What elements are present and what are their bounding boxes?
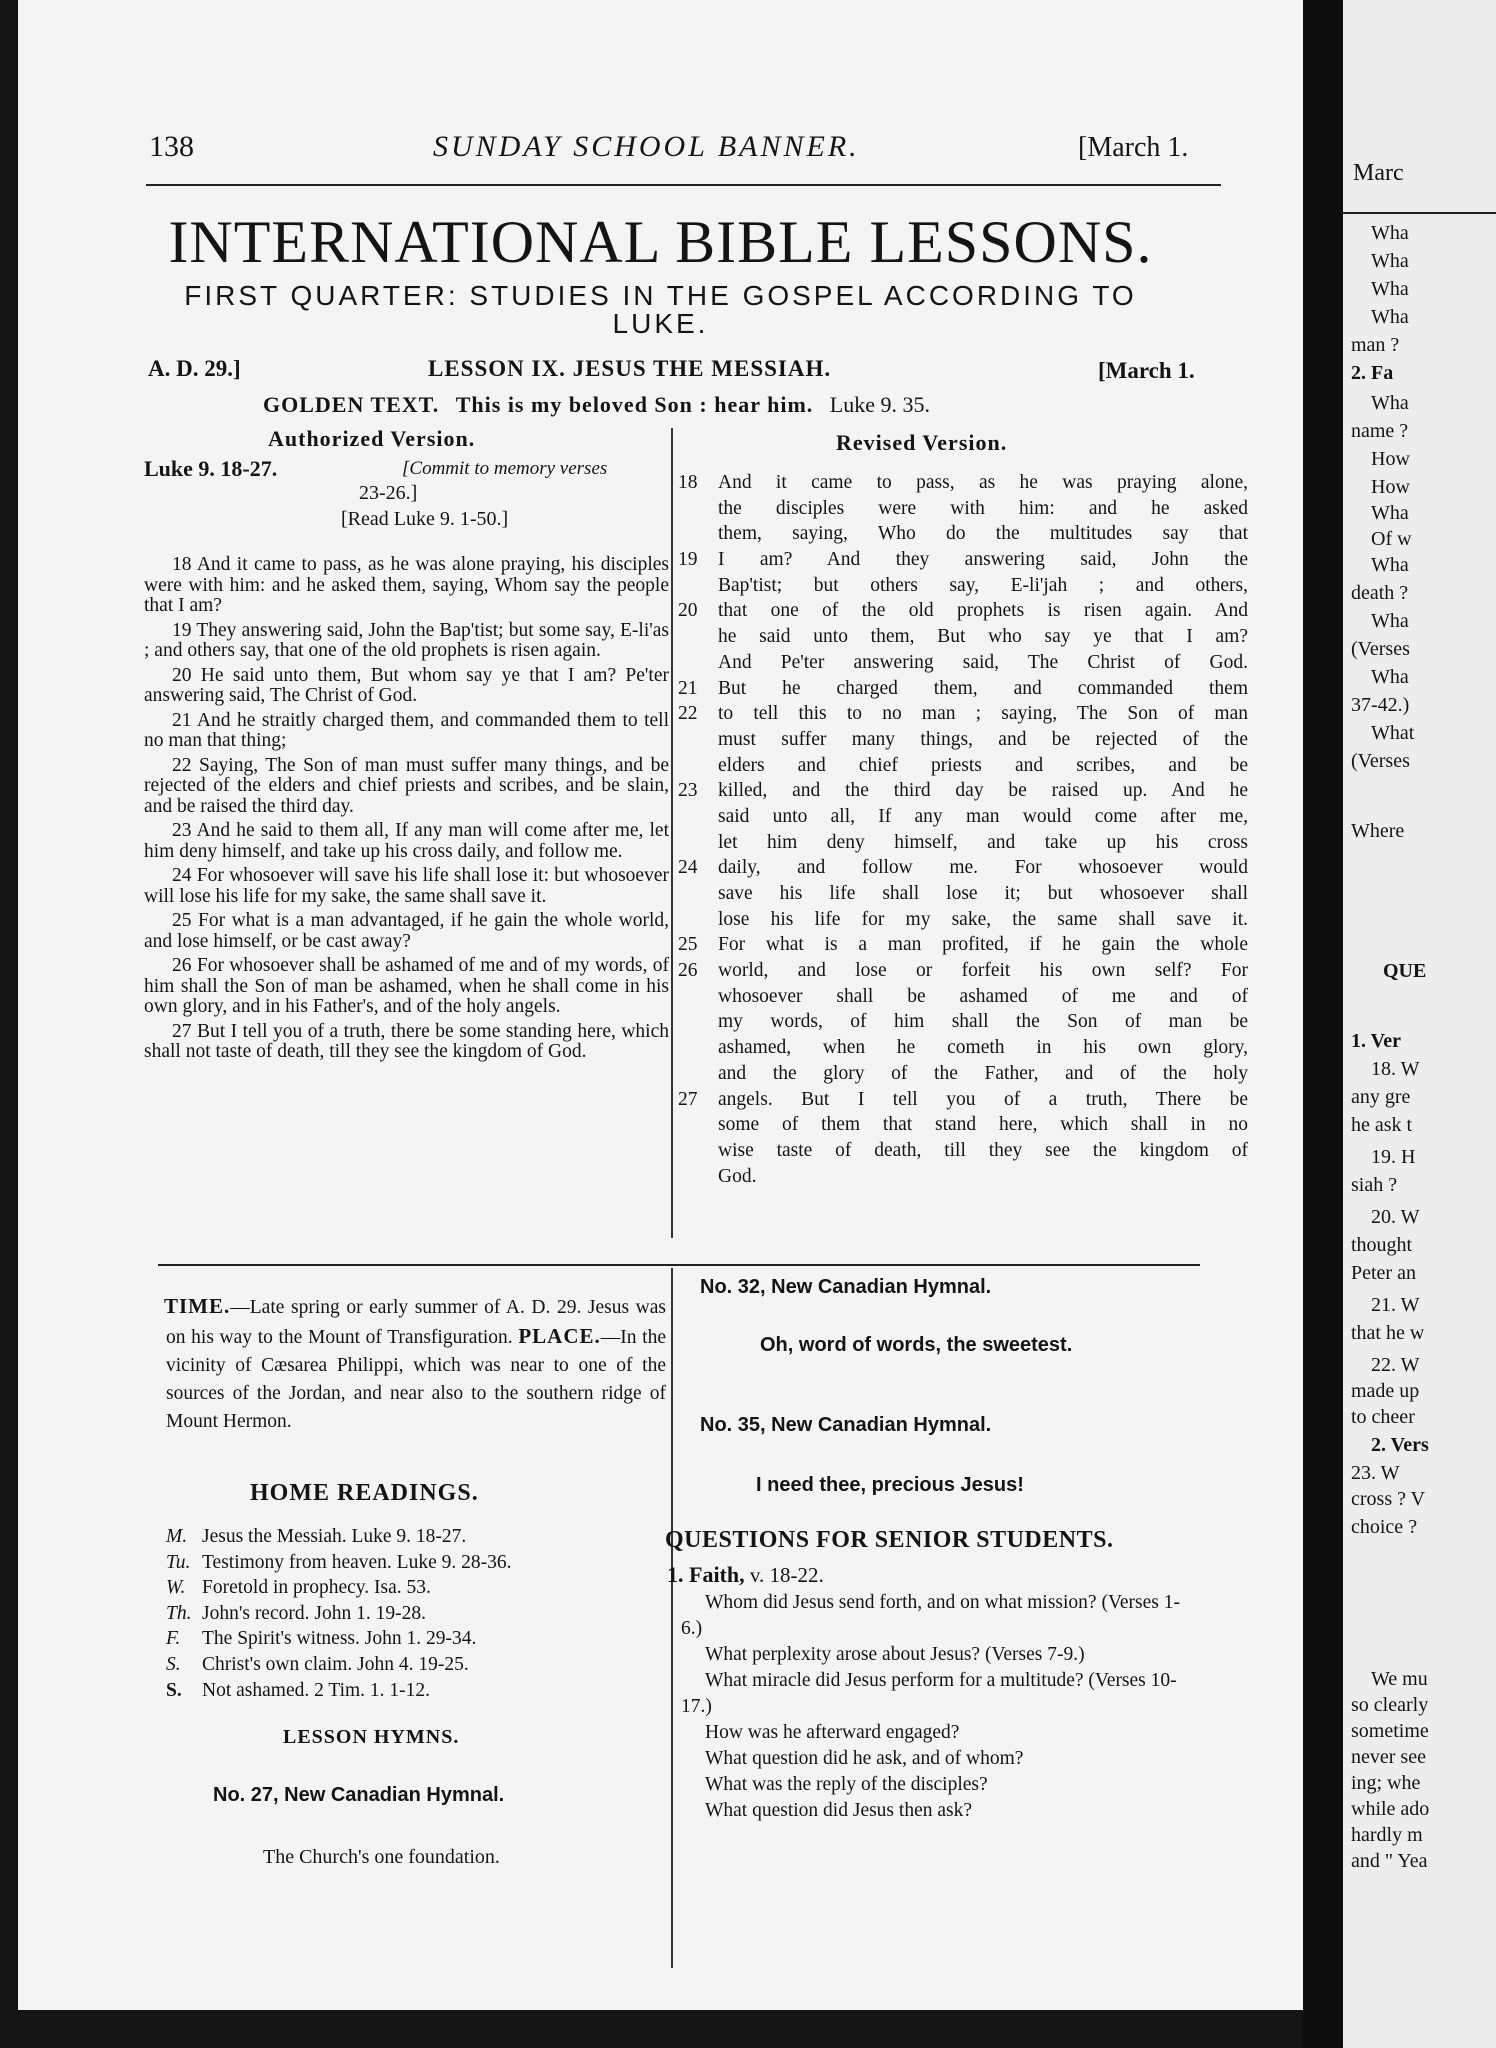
facing-page-line: Wha: [1371, 250, 1409, 272]
verse-number: 23: [678, 780, 698, 802]
hymn-title: The Church's one foundation.: [263, 1846, 500, 1868]
revised-line: [678, 1009, 1248, 1035]
reading-day: M.: [166, 1526, 188, 1547]
revised-line-text: wise taste of death, till they see the kingdom of: [718, 1139, 1248, 1161]
revised-line-text: and the glory of the Father, and of the holy: [718, 1062, 1248, 1084]
verse-number: [678, 1138, 718, 1164]
facing-page-line: How: [1371, 448, 1410, 470]
commit-note-verses: 23-26.]: [359, 482, 418, 504]
read-note: [Read Luke 9. 1-50.]: [341, 508, 509, 530]
facing-page-line: thought: [1351, 1234, 1413, 1256]
revised-line-text: For what is a man profited, if he gain the whole: [718, 934, 1248, 956]
revised-line-text: And Pe'ter answering said, The Christ of God.: [718, 651, 1248, 673]
revised-line: [678, 676, 1248, 702]
question-item: What question did he ask, and of whom?: [705, 1748, 1024, 1769]
verse-number: [678, 496, 718, 522]
facing-page-line: 2. Fa: [1351, 362, 1394, 384]
question-item: What perplexity arose about Jesus? (Verses 7-9.): [705, 1644, 1085, 1665]
reading-day: F.: [166, 1628, 181, 1650]
revised-line-text: let him deny himself, and take up his cross: [718, 831, 1248, 853]
facing-page-line: 20. W: [1371, 1206, 1420, 1228]
facing-page-line: Wha: [1371, 610, 1409, 632]
reading-day: W.: [166, 1577, 186, 1599]
hymn-title: Oh, word of words, the sweetest.: [760, 1334, 1073, 1356]
revised-verses: [678, 470, 1248, 1189]
question-section-ref: v. 18-22.: [749, 1563, 824, 1587]
verse: 20 He said unto them, But whom say ye that I am? Pe'ter answering said, The Christ of God.: [144, 664, 669, 706]
page-number: 138: [149, 130, 194, 163]
facing-page-line: that he w: [1351, 1322, 1425, 1344]
verse-number: 20: [678, 600, 698, 622]
facing-page-line: (Verses: [1351, 750, 1410, 772]
facing-page-line: Wha: [1371, 306, 1409, 328]
home-reading-item: [166, 1626, 646, 1652]
revised-line: [678, 1061, 1248, 1087]
revised-line-text: world, and lose or forfeit his own self? For: [718, 960, 1248, 982]
revised-line: [678, 778, 1248, 804]
verse: 27 But I tell you of a truth, there be some standing here, which shall not taste of death, till they see the kingdom of God.: [144, 1020, 669, 1062]
facing-page-line: What: [1371, 722, 1415, 744]
verse-number: 24: [678, 857, 698, 879]
revised-line: [678, 1035, 1248, 1061]
book-page: [18, 0, 1303, 2010]
section-rule: [158, 1264, 1200, 1266]
golden-text-label: GOLDEN TEXT.: [263, 392, 440, 417]
revised-line-text: said unto all, If any man would come after me,: [718, 805, 1248, 827]
home-reading-item: [166, 1601, 646, 1627]
golden-text-ref: Luke 9. 35.: [829, 392, 930, 417]
golden-text: [263, 392, 930, 418]
question-section: [667, 1562, 824, 1588]
facing-page-line: Wha: [1371, 278, 1409, 300]
home-reading-item: [166, 1550, 646, 1576]
revised-line-text: And it came to pass, as he was praying alone,: [718, 472, 1248, 493]
revised-line: [678, 881, 1248, 907]
facing-page-line: 21. W: [1371, 1294, 1420, 1316]
facing-page-line: (Verses: [1351, 638, 1410, 660]
reading-text: John's record. John 1. 19-28.: [202, 1602, 426, 1624]
facing-page-line: while ado: [1351, 1798, 1430, 1820]
revised-line: [678, 701, 1248, 727]
revised-line-text: But he charged them, and commanded them: [718, 677, 1248, 699]
verse: 23 And he said to them all, If any man will come after me, let him deny himself, and take up his cross daily, and follow me.: [144, 820, 669, 862]
verse-number: [678, 1164, 718, 1190]
facing-page-line: We mu: [1371, 1668, 1428, 1690]
place-text: —In the vicinity of Cæsarea Philippi, which was near to one of the sources of the Jordan, and near also to the southern ridge of Mount Hermon.: [166, 1327, 666, 1432]
verse: 21 And he straitly charged them, and commanded them to tell no man that thing;: [144, 709, 669, 751]
question-section-title: 1. Faith,: [667, 1562, 745, 1587]
revised-line: [678, 855, 1248, 881]
question-item: How was he afterward engaged?: [705, 1722, 960, 1743]
verse-number: 18: [678, 472, 698, 493]
facing-page-line: name ?: [1351, 420, 1409, 442]
verse-number: 22: [678, 703, 698, 725]
verse: 26 For whosoever shall be ashamed of me and of my words, of him shall the Son of man be ashamed, when he shall come in his own glory, and in his Father's, and of the holy angels.: [144, 955, 669, 1017]
verse-number: [678, 650, 718, 676]
revised-heading: Revised Version.: [836, 430, 1008, 455]
place-label: PLACE.: [518, 1324, 601, 1348]
revised-line-text: ashamed, when he cometh in his own glory,: [718, 1037, 1248, 1059]
verse-number: 25: [678, 934, 698, 956]
facing-page-line: so clearly: [1351, 1694, 1429, 1716]
verse-number: [678, 907, 718, 933]
verse-number: [678, 1112, 718, 1138]
revised-line-text: Bap'tist; but others say, E-li'jah ; and others,: [718, 574, 1248, 596]
facing-page-line: How: [1371, 476, 1410, 498]
verse: 24 For whosoever will save his life shall lose it: but whosoever will lose his life for my sake, the same shall save it.: [144, 865, 669, 907]
facing-page-line: 19. H: [1371, 1146, 1416, 1168]
facing-page-line: Wha: [1371, 222, 1409, 244]
lesson-date: [March 1.: [1098, 358, 1195, 383]
facing-page-rule: [1343, 212, 1496, 214]
subtitle-line-2: LUKE.: [612, 308, 709, 339]
home-readings-heading: HOME READINGS.: [250, 1480, 479, 1506]
revised-line-text: angels. But I tell you of a truth, There be: [718, 1088, 1248, 1110]
questions-heading: QUESTIONS FOR SENIOR STUDENTS.: [665, 1527, 1114, 1553]
revised-line: [678, 753, 1248, 779]
reading-text: Foretold in prophecy. Isa. 53.: [202, 1577, 431, 1599]
home-readings-list: [166, 1524, 646, 1703]
commit-note: [Commit to memory verses: [402, 458, 608, 479]
header-rule: [146, 184, 1221, 186]
verse-number: 27: [678, 1088, 698, 1110]
home-reading-item: [166, 1524, 646, 1550]
revised-line: [678, 598, 1248, 624]
column-divider: [671, 1268, 673, 1968]
revised-line-text: save his life shall lose it; but whosoever shall: [718, 883, 1248, 904]
verse-number: [678, 624, 718, 650]
facing-page-line: never see: [1351, 1746, 1426, 1768]
verse-number: 26: [678, 960, 698, 982]
column-divider: [671, 428, 673, 1238]
time-text: —Late spring or early summer of A. D. 29. Jesus was on his way to the Mount of Transfiguration.: [166, 1297, 666, 1348]
revised-line: [678, 650, 1248, 676]
revised-line: [678, 1164, 1248, 1190]
verse-number: [678, 984, 718, 1010]
revised-line-text: daily, and follow me. For whosoever would: [718, 857, 1248, 879]
lesson-title: LESSON IX. JESUS THE MESSIAH.: [428, 356, 832, 381]
facing-page-line: he ask t: [1351, 1114, 1413, 1136]
reading-text: Not ashamed. 2 Tim. 1. 1-12.: [202, 1679, 431, 1701]
verse-number: [678, 1035, 718, 1061]
facing-page-line: Wha: [1371, 554, 1409, 576]
home-reading-item: [166, 1575, 646, 1601]
verse: 19 They answering said, John the Bap'tist; but some say, E-li'as ; and others say, that one of the old prophets is risen again.: [144, 619, 669, 661]
facing-page-header: Marc: [1353, 160, 1404, 186]
revised-line: [678, 830, 1248, 856]
facing-page-line: to cheer: [1351, 1406, 1415, 1428]
revised-line: [678, 624, 1248, 650]
revised-line: [678, 727, 1248, 753]
facing-page-line: 18. W: [1371, 1058, 1420, 1080]
reading-day: Th.: [166, 1602, 192, 1624]
revised-line-text: lose his life for my sake, the same shall save it.: [718, 908, 1248, 930]
revised-line-text: whosoever shall be ashamed of me and of: [718, 985, 1248, 1007]
revised-line: [678, 984, 1248, 1010]
lesson-year: A. D. 29.]: [148, 356, 241, 381]
revised-line: [678, 573, 1248, 599]
facing-page: [1343, 0, 1496, 2048]
facing-page-line: 22. W: [1371, 1354, 1420, 1376]
reading-day: Tu.: [166, 1551, 191, 1573]
verse-number: [678, 727, 718, 753]
facing-page-line: hardly m: [1351, 1824, 1423, 1846]
facing-page-line: Wha: [1371, 392, 1409, 414]
reading-text: The Spirit's witness. John 1. 29-34.: [202, 1628, 477, 1650]
revised-line: [678, 907, 1248, 933]
facing-page-line: 23. W: [1351, 1462, 1400, 1484]
home-reading-item: [166, 1678, 646, 1704]
facing-page-line: Of w: [1371, 528, 1412, 550]
revised-line-text: he said unto them, But who say ye that I am?: [718, 626, 1248, 648]
revised-line-text: killed, and the third day be raised up. And he: [718, 780, 1248, 802]
revised-line-text: to tell this to no man ; saying, The Son of man: [718, 703, 1248, 725]
revised-line: [678, 547, 1248, 573]
verse-number: [678, 830, 718, 856]
revised-line-text: I am? And they answering said, John the: [718, 549, 1248, 571]
question-item: What was the reply of the disciples?: [705, 1774, 988, 1795]
verse-number: 21: [678, 677, 698, 699]
facing-page-line: siah ?: [1351, 1174, 1398, 1196]
reading-text: Testimony from heaven. Luke 9. 28-36.: [202, 1551, 512, 1573]
verse-number: [678, 1061, 718, 1087]
facing-page-line: Wha: [1371, 666, 1409, 688]
revised-line-text: them, saying, Who do the multitudes say that: [718, 523, 1248, 545]
golden-text-body: This is my beloved Son : hear him.: [455, 392, 814, 417]
revised-line: [678, 932, 1248, 958]
hymn-title: I need thee, precious Jesus!: [756, 1474, 1024, 1496]
reading-day: S.: [166, 1653, 181, 1675]
question-item: Whom did Jesus send forth, and on what mission? (Verses 1-6.): [681, 1592, 1180, 1639]
time-place-block: [166, 1292, 666, 1436]
question-item: What miracle did Jesus perform for a multitude? (Verses 10-17.): [681, 1670, 1177, 1717]
facing-page-line: made up: [1351, 1380, 1420, 1402]
verse-number: [678, 573, 718, 599]
revised-line: [678, 1087, 1248, 1113]
page-title: INTERNATIONAL BIBLE LESSONS.: [168, 209, 1153, 275]
reading-text: Jesus the Messiah. Luke 9. 18-27.: [202, 1526, 467, 1547]
verse: 22 Saying, The Son of man must suffer many things, and be rejected of the elders and chief priests and scribes, and be slain, and be raised the third day.: [144, 754, 669, 817]
facing-page-line: Where: [1351, 820, 1405, 842]
home-reading-item: [166, 1652, 646, 1678]
verse-number: [678, 1009, 718, 1035]
verse-number: [678, 804, 718, 830]
revised-line: [678, 496, 1248, 522]
verse-number: [678, 881, 718, 907]
authorized-heading: Authorized Version.: [268, 426, 476, 451]
revised-line-text: must suffer many things, and be rejected of the: [718, 728, 1248, 750]
revised-line: [678, 804, 1248, 830]
revised-line: [678, 521, 1248, 547]
facing-page-line: 1. Ver: [1351, 1030, 1401, 1052]
questions-list: [681, 1590, 1201, 1824]
revised-line: [678, 958, 1248, 984]
revised-line-text: that one of the old prophets is risen again. And: [718, 600, 1248, 622]
revised-line-text: elders and chief priests and scribes, and be: [718, 754, 1248, 776]
hymn-number: No. 32, New Canadian Hymnal.: [700, 1276, 992, 1298]
reading-text: Christ's own claim. John 4. 19-25.: [202, 1653, 469, 1675]
header-date: [March 1.: [1078, 132, 1189, 163]
facing-page-line: sometime: [1351, 1720, 1429, 1742]
hymn-number: No. 35, New Canadian Hymnal.: [700, 1414, 992, 1436]
scripture-reference: Luke 9. 18-27.: [144, 456, 278, 481]
time-label: TIME.: [164, 1294, 231, 1318]
lesson-hymns-heading: LESSON HYMNS.: [283, 1726, 460, 1748]
facing-page-line: ing; whe: [1351, 1772, 1421, 1794]
question-item: What question did Jesus then ask?: [705, 1800, 972, 1821]
facing-page-line: choice ?: [1351, 1516, 1418, 1538]
revised-line: [678, 470, 1248, 496]
facing-page-line: death ?: [1351, 582, 1409, 604]
book-spine: [1303, 0, 1343, 2048]
facing-page-line: man ?: [1351, 334, 1400, 356]
verse: 25 For what is a man advantaged, if he gain the whole world, and lose himself, or be cast away?: [144, 910, 669, 952]
revised-line-text: God.: [718, 1165, 757, 1187]
revised-line: [678, 1112, 1248, 1138]
hymn-number: No. 27, New Canadian Hymnal.: [213, 1784, 505, 1806]
revised-line-text: the disciples were with him: and he asked: [718, 497, 1248, 519]
facing-page-line: and " Yea: [1351, 1850, 1428, 1872]
facing-page-line: 37-42.): [1351, 694, 1410, 716]
revised-line-text: some of them that stand here, which shall in no: [718, 1114, 1248, 1136]
verse-number: [678, 753, 718, 779]
subtitle-line-1: FIRST QUARTER: STUDIES IN THE GOSPEL ACCORDING TO: [184, 280, 1137, 311]
revised-line-text: my words, of him shall the Son of man be: [718, 1011, 1248, 1033]
verse: 18 And it came to pass, as he was alone praying, his disciples were with him: and he asked them, saying, Whom say the people that I am?: [144, 554, 669, 616]
reading-day: S.: [166, 1679, 182, 1701]
verse-number: [678, 521, 718, 547]
facing-page-line: Wha: [1371, 502, 1409, 524]
facing-page-line: cross ? V: [1351, 1488, 1426, 1510]
authorized-verses: [144, 555, 669, 1067]
facing-page-line: QUE: [1383, 960, 1427, 982]
verse-number: 19: [678, 549, 698, 571]
running-title: SUNDAY SCHOOL BANNER.: [433, 130, 860, 163]
revised-line: [678, 1138, 1248, 1164]
facing-page-line: 2. Vers: [1371, 1434, 1429, 1456]
facing-page-line: Peter an: [1351, 1262, 1416, 1284]
facing-page-line: any gre: [1351, 1086, 1411, 1108]
